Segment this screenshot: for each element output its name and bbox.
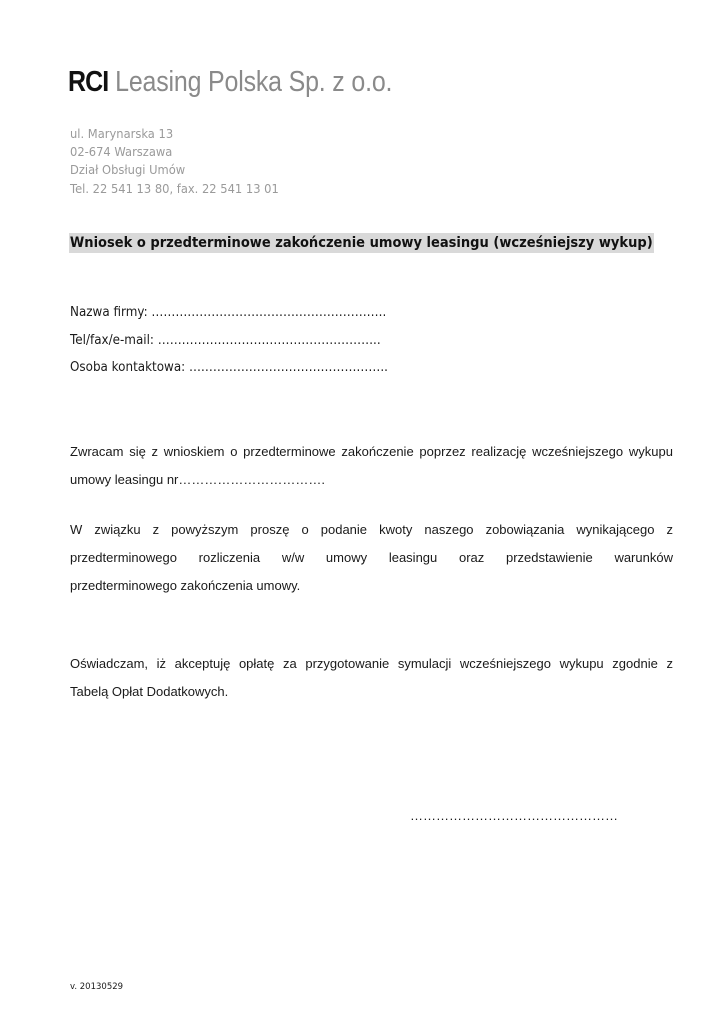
word: związku [94,522,141,537]
paragraph-amount-line-2 [70,544,673,572]
paragraph-amount [70,516,673,600]
word: wnioskiem [163,444,225,459]
word: zakończenie [341,444,414,459]
word: powyższym [171,522,239,537]
word: za [283,656,297,671]
word: przedterminowe [243,444,336,459]
paragraph-declaration-line-2: Tabelą Opłat Dodatkowych. [70,684,229,699]
logo-company-name: Leasing Polska Sp. z o.o. [115,66,393,98]
word: wynikającego [576,522,655,537]
word: W [70,522,83,537]
paragraph-declaration [70,650,673,706]
word: umowy [325,550,368,565]
signature-line[interactable]: ………………………………………… [410,808,618,823]
word: iż [156,656,167,671]
word: realizację [471,444,527,459]
word: z [152,522,160,537]
word: zobowiązania [485,522,565,537]
word: zgodnie [612,656,658,671]
word: oraz [458,550,485,565]
contract-number-field[interactable]: umowy leasingu nr……………………………. [70,472,325,487]
word: akceptuję [174,656,231,671]
document-title: Wniosek o przedterminowe zakończenie umowy leasingu (wcześniejszy wykup) [69,235,653,251]
version-label: v. 20130529 [70,982,124,992]
word: opłatę [238,656,275,671]
word: proszę [250,522,290,537]
word: o [301,522,309,537]
word: przedstawienie [506,550,593,565]
word: przedterminowego [70,550,177,565]
company-logo [68,64,392,100]
address-department: Dział Obsługi Umów [70,162,186,178]
word: kwoty [379,522,413,537]
word: wcześniejszego [532,444,624,459]
word: wykupu [559,656,604,671]
word: z [151,444,159,459]
company-name-field[interactable]: Nazwa firmy: ………………………………………………….. [70,305,387,320]
word: podanie [320,522,368,537]
word: poprzez [419,444,466,459]
paragraph-amount-line-3: przedterminowego zakończenia umowy. [70,578,301,593]
word: wcześniejszego [459,656,551,671]
paragraph-amount-line-1 [70,516,673,544]
word: przygotowanie [305,656,390,671]
word: leasingu [388,550,438,565]
word: z [666,656,673,671]
word: o [230,444,238,459]
address-city: 02-674 Warszawa [70,144,173,160]
logo-brand: RCI [68,66,109,98]
paragraph-declaration-line-1 [70,650,673,678]
word: się [129,444,146,459]
word: z [666,522,673,537]
word: wykupu [628,444,673,459]
form-fields [70,299,388,382]
word: w/w [281,550,305,565]
word: warunków [614,550,673,565]
paragraph-request [70,438,673,494]
word: naszego [424,522,474,537]
word: Oświadczam, [70,656,149,671]
word: symulacji [397,656,452,671]
company-address [70,125,279,198]
word: Zwracam [70,444,124,459]
paragraph-request-line-1 [70,438,673,466]
address-street: ul. Marynarska 13 [70,126,174,141]
contact-person-field[interactable]: Osoba kontaktowa: ………………………………………….. [70,360,388,375]
word: rozliczenia [198,550,261,565]
contact-info-field[interactable]: Tel/fax/e-mail: ……………………………………………….. [70,332,381,348]
address-contact: Tel. 22 541 13 80, fax. 22 541 13 01 [70,180,279,196]
